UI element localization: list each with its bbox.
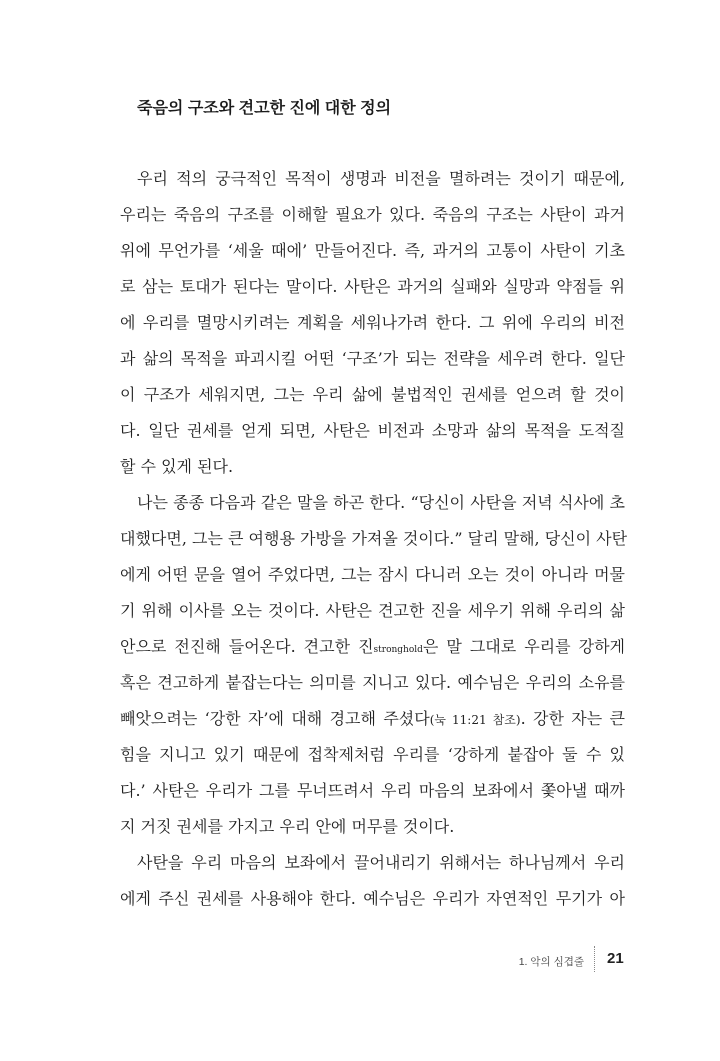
text-line: 위에 무언가를 ‘세울 때에’ 만들어진다. 즉, 과거의 고통이 사탄이 기초 bbox=[120, 241, 625, 260]
text-line: 이 구조가 세워지면, 그는 우리 삶에 불법적인 권세를 얻으려 할 것이 bbox=[120, 385, 625, 404]
text-line: 기 위해 이사를 오는 것이다. 사탄은 견고한 진을 세우기 위해 우리의 삶 bbox=[120, 601, 625, 620]
page-number: 21 bbox=[607, 950, 624, 967]
text-line: 사탄을 우리 마음의 보좌에서 끌어내리기 위해서는 하나님께서 우리 bbox=[137, 853, 625, 872]
text-fragment: 빼앗으려는 ‘강한 자’에 대해 경고해 주셨다 bbox=[120, 709, 430, 728]
text-line: 에게 주신 권세를 사용해야 한다. 예수님은 우리가 자연적인 무기가 아 bbox=[120, 889, 625, 908]
running-footer-chapter: 1. 악의 심겹줄 bbox=[518, 956, 584, 968]
scripture-reference: (눅 11:21 참조) bbox=[429, 713, 521, 727]
text-line: 다. 일단 권세를 얻게 되면, 사탄은 비전과 소망과 삶의 목적을 도적질 bbox=[120, 421, 625, 440]
text-line: 과 삶의 목적을 파괴시킬 어떤 ‘구조’가 되는 전략을 세우려 한다. 일단 bbox=[120, 349, 625, 368]
text-line: 지 거짓 권세를 가지고 우리 안에 머무를 것이다. bbox=[120, 817, 455, 836]
text-line: 힘을 지니고 있기 때문에 접착제처럼 우리를 ‘강하게 붙잡아 둘 수 있 bbox=[120, 745, 625, 764]
text-line: 할 수 있게 된다. bbox=[120, 457, 234, 476]
section-heading: 죽음의 구조와 견고한 진에 대한 정의 bbox=[137, 100, 392, 117]
text-fragment: 은 말 그대로 우리를 강하게 bbox=[422, 637, 625, 656]
text-line bbox=[120, 709, 625, 730]
text-line: 다.’ 사탄은 우리가 그를 무너뜨려서 우리 마음의 보좌에서 쫓아낼 때까 bbox=[120, 781, 625, 800]
text-line: 대했다면, 그는 큰 여행용 가방을 가져올 것이다.” 달리 말해, 당신이 사탄 bbox=[120, 529, 628, 548]
text-fragment: . 강한 자는 큰 bbox=[520, 709, 625, 728]
text-line bbox=[120, 637, 625, 660]
stronghold-annotation: stronghold bbox=[373, 645, 423, 655]
text-line: 에게 어떤 문을 열어 주었다면, 그는 잠시 다니러 오는 것이 아니라 머물 bbox=[120, 565, 625, 584]
text-line: 나는 종종 다음과 같은 말을 하곤 한다. “당신이 사탄을 저녁 식사에 초 bbox=[137, 493, 625, 512]
text-line: 혹은 견고하게 붙잡는다는 의미를 지니고 있다. 예수님은 우리의 소유를 bbox=[120, 673, 625, 692]
text-line: 우리 적의 궁극적인 목적이 생명과 비전을 멸하려는 것이기 때문에, bbox=[137, 169, 625, 188]
text-line: 우리는 죽음의 구조를 이해할 필요가 있다. 죽음의 구조는 사탄이 과거 bbox=[120, 205, 625, 224]
footer-divider bbox=[594, 946, 595, 972]
text-line: 로 삼는 토대가 된다는 말이다. 사탄은 과거의 실패와 실망과 약점들 위 bbox=[120, 277, 625, 296]
text-fragment: 안으로 전진해 들어온다. 견고한 진 bbox=[120, 637, 374, 656]
text-line: 에 우리를 멸망시키려는 계획을 세워나가려 한다. 그 위에 우리의 비전 bbox=[120, 313, 625, 332]
